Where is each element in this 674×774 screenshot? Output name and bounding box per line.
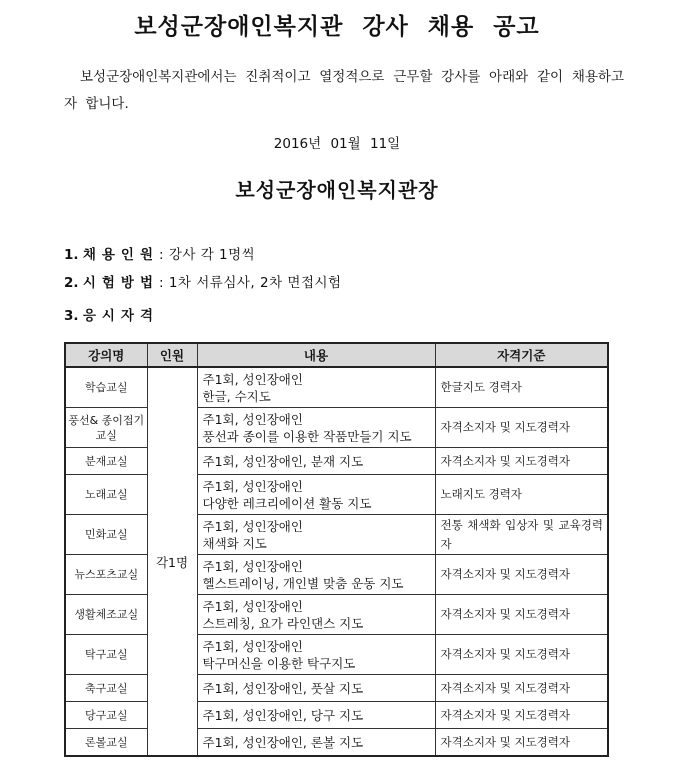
qualification-table — [64, 342, 609, 757]
qualification-cell: 자격소지자 및 지도경력자 — [435, 675, 608, 702]
content-line: 주1회, 성인장애인 — [202, 558, 303, 574]
content-cell — [197, 367, 435, 408]
content-line: 헬스트레이닝, 개인별 맞춤 운동 지도 — [202, 575, 404, 591]
content-cell — [197, 702, 435, 729]
course-name-cell: 당구교실 — [65, 702, 147, 729]
table-row — [65, 675, 608, 702]
item-number: 2. — [64, 275, 79, 291]
signer-title: 보성군장애인복지관장 — [235, 178, 439, 202]
item-value: : 1차 서류심사, 2차 면접시험 — [159, 275, 342, 291]
course-name-cell: 민화교실 — [65, 515, 147, 555]
content-line: 주1회, 성인장애인 — [202, 478, 303, 494]
content-cell — [197, 555, 435, 595]
item-recruit-count — [64, 243, 255, 263]
content-cell — [197, 729, 435, 757]
item-label: 채용인원 — [82, 247, 159, 263]
content-line: 주1회, 성인장애인 — [202, 598, 303, 614]
header-content: 내용 — [197, 343, 435, 367]
item-number: 1. — [64, 247, 79, 263]
table-row — [65, 515, 608, 555]
qualification-cell: 자격소지자 및 지도경력자 — [435, 702, 608, 729]
qualification-cell: 자격소지자 및 지도경력자 — [435, 408, 608, 448]
item-exam-method — [64, 271, 342, 291]
table-body — [65, 367, 608, 756]
qualification-cell: 자격소지자 및 지도경력자 — [435, 635, 608, 675]
announcement-date: 2016년 01월 11일 — [273, 136, 401, 152]
content-line: 스트레칭, 요가 라인댄스 지도 — [202, 615, 364, 631]
qualification-cell: 전통 채색화 입상자 및 교육경력자 — [435, 515, 608, 555]
content-line: 채색화 지도 — [202, 535, 267, 551]
content-line: 주1회, 성인장애인, 풋살 지도 — [202, 680, 364, 696]
table-row — [65, 729, 608, 757]
item-label: 응시자격 — [82, 308, 159, 324]
table-row — [65, 635, 608, 675]
course-name-cell: 생활체조교실 — [65, 595, 147, 635]
content-line: 주1회, 성인장애인, 분재 지도 — [202, 453, 364, 469]
staff-count-cell: 각1명 — [147, 367, 197, 756]
item-value: : 강사 각 1명씩 — [159, 247, 256, 263]
table-row — [65, 555, 608, 595]
qualification-cell: 자격소지자 및 지도경력자 — [435, 555, 608, 595]
course-name-cell: 론볼교실 — [65, 729, 147, 757]
content-line: 주1회, 성인장애인 — [202, 518, 303, 534]
content-line: 풍선과 종이를 이용한 작품만들기 지도 — [202, 428, 412, 444]
content-cell — [197, 595, 435, 635]
table-row — [65, 475, 608, 515]
qualification-cell: 한글지도 경력자 — [435, 367, 608, 408]
item-label: 시험방법 — [82, 275, 159, 291]
course-name-cell: 축구교실 — [65, 675, 147, 702]
course-name-cell: 풍선& 종이접기교실 — [65, 408, 147, 448]
content-cell — [197, 475, 435, 515]
table-row — [65, 595, 608, 635]
course-name-cell: 학습교실 — [65, 367, 147, 408]
content-line: 다양한 레크리에이션 활동 지도 — [202, 495, 372, 511]
content-line: 주1회, 성인장애인, 당구 지도 — [202, 707, 364, 723]
item-number: 3. — [64, 308, 79, 324]
content-line: 한글, 수지도 — [202, 388, 271, 404]
content-line: 주1회, 성인장애인 — [202, 638, 303, 654]
table-row — [65, 702, 608, 729]
content-cell — [197, 448, 435, 475]
qualification-cell: 자격소지자 및 지도경력자 — [435, 595, 608, 635]
content-line: 주1회, 성인장애인, 론볼 지도 — [202, 734, 364, 750]
table-row — [65, 367, 608, 408]
course-name-cell: 분재교실 — [65, 448, 147, 475]
document-title: 보성군장애인복지관 강사 채용 공고 — [134, 14, 540, 40]
intro-paragraph: 보성군장애인복지관에서는 진취적이고 열정적으로 근무할 강사를 아래와 같이 채용하고자 합니다. — [64, 69, 624, 112]
qualification-cell: 자격소지자 및 지도경력자 — [435, 448, 608, 475]
table-row — [65, 408, 608, 448]
header-staff: 인원 — [147, 343, 197, 367]
table-header-row — [65, 343, 608, 367]
content-cell — [197, 408, 435, 448]
header-qualification: 자격기준 — [435, 343, 608, 367]
content-line: 주1회, 성인장애인 — [202, 411, 303, 427]
header-course: 강의명 — [65, 343, 147, 367]
course-name-cell: 뉴스포츠교실 — [65, 555, 147, 595]
content-cell — [197, 635, 435, 675]
qualification-cell: 노래지도 경력자 — [435, 475, 608, 515]
course-name-cell: 탁구교실 — [65, 635, 147, 675]
content-cell — [197, 515, 435, 555]
item-qualifications — [64, 304, 159, 324]
qualification-cell: 자격소지자 및 지도경력자 — [435, 729, 608, 757]
course-name-cell: 노래교실 — [65, 475, 147, 515]
content-line: 탁구머신을 이용한 탁구지도 — [202, 655, 356, 671]
table-row — [65, 448, 608, 475]
content-line: 주1회, 성인장애인 — [202, 371, 303, 387]
content-cell — [197, 675, 435, 702]
